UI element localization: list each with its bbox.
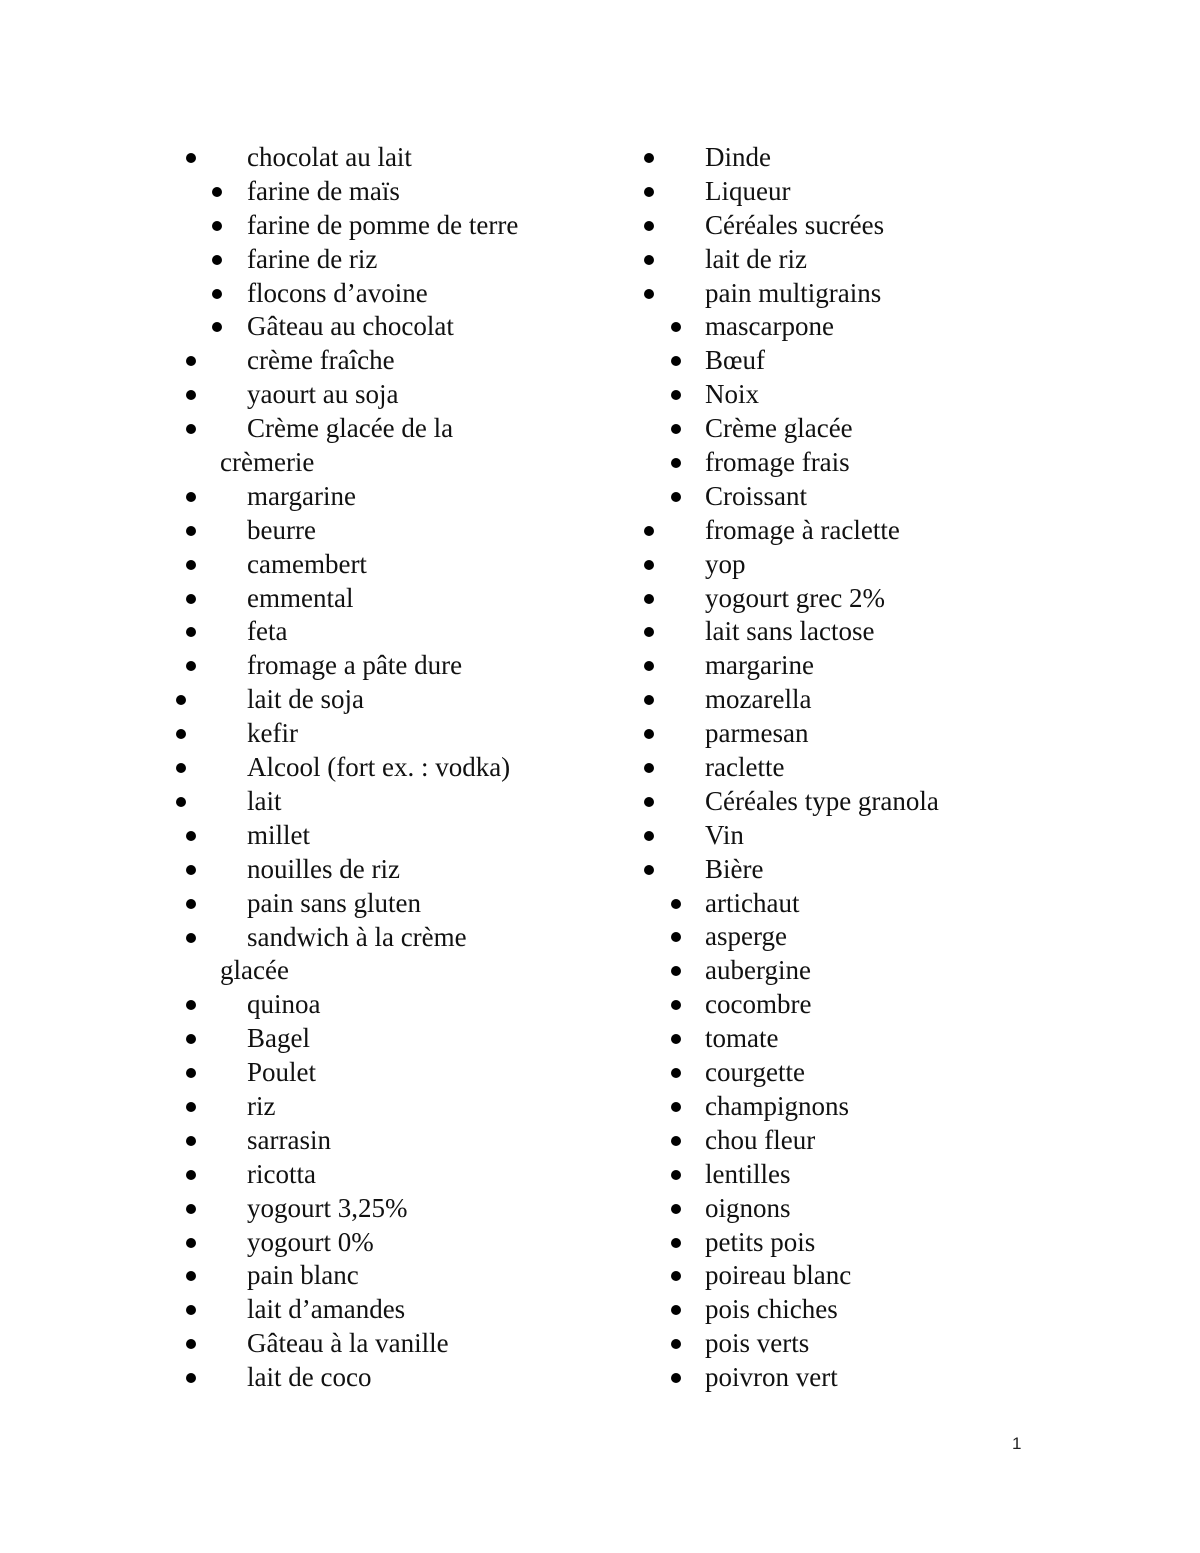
list-item-text: lait de soja xyxy=(247,684,364,715)
list-item-text: Noix xyxy=(705,379,759,410)
list-item xyxy=(0,548,600,582)
list-item xyxy=(600,1124,1200,1158)
list-item-text: raclette xyxy=(705,752,785,783)
list-item-text: lait de coco xyxy=(247,1362,372,1393)
list-item xyxy=(600,819,1200,853)
list-item xyxy=(600,1090,1200,1124)
list-item xyxy=(600,1361,1200,1395)
bullet-icon xyxy=(671,1226,681,1260)
list-item-text: Céréales type granola xyxy=(705,785,939,816)
list-item-text: fromage frais xyxy=(705,447,850,478)
bullet-icon xyxy=(671,887,681,921)
list-item-text: beurre xyxy=(247,514,316,545)
list-item xyxy=(600,1259,1200,1293)
list-item xyxy=(0,1327,600,1361)
list-item xyxy=(0,1361,600,1395)
list-item-text: riz xyxy=(247,1090,276,1121)
list-item xyxy=(600,1226,1200,1260)
bullet-icon xyxy=(671,1158,681,1192)
list-item-text: chocolat au lait xyxy=(247,142,412,172)
list-item xyxy=(0,480,600,514)
bullet-icon xyxy=(644,649,654,683)
list-item xyxy=(0,717,600,751)
list-item-text: Bœuf xyxy=(705,345,765,376)
bullet-icon xyxy=(186,1327,196,1361)
bullet-icon xyxy=(176,785,186,819)
list-item-text: lait d’amandes xyxy=(247,1294,406,1325)
bullet-icon xyxy=(212,277,222,311)
list-item xyxy=(0,1259,600,1293)
list-item-text: feta xyxy=(247,616,288,647)
bullet-icon xyxy=(671,480,681,514)
bullet-icon xyxy=(176,751,186,785)
list-item xyxy=(0,412,600,480)
list-item xyxy=(0,1226,600,1260)
bullet-icon xyxy=(644,243,654,277)
list-item-text: kefir xyxy=(247,718,298,749)
list-item xyxy=(600,480,1200,514)
list-item-text: Céréales sucrées xyxy=(705,209,885,240)
list-item-text: Gâteau à la vanille xyxy=(247,1328,449,1359)
right-column-list xyxy=(600,141,1200,1395)
list-item-text: mozarella xyxy=(705,684,812,715)
bullet-icon xyxy=(186,514,196,548)
list-item xyxy=(600,887,1200,921)
bullet-icon xyxy=(644,615,654,649)
bullet-icon xyxy=(644,751,654,785)
list-item xyxy=(600,277,1200,311)
list-item-text: lentilles xyxy=(705,1158,791,1189)
list-item-text: farine de riz xyxy=(247,243,378,274)
bullet-icon xyxy=(186,1192,196,1226)
list-item xyxy=(0,514,600,548)
list-item xyxy=(0,921,600,989)
list-item-text: Bière xyxy=(705,853,764,884)
list-item-text: pois chiches xyxy=(705,1294,838,1325)
bullet-icon xyxy=(644,853,654,887)
list-item xyxy=(600,1192,1200,1226)
bullet-icon xyxy=(186,1022,196,1056)
list-item-text: yogourt grec 2% xyxy=(705,582,885,613)
list-item-text: poivron vert xyxy=(705,1362,838,1393)
list-item-text: Crème glacée xyxy=(705,413,853,444)
bullet-icon xyxy=(644,683,654,717)
list-item xyxy=(0,310,600,344)
list-item-text: petits pois xyxy=(705,1226,816,1257)
list-item-text: quinoa xyxy=(247,989,321,1020)
list-item xyxy=(600,1056,1200,1090)
list-item-text: pain multigrains xyxy=(705,277,882,308)
bullet-icon xyxy=(671,1293,681,1327)
list-item xyxy=(0,819,600,853)
list-item xyxy=(0,344,600,378)
bullet-icon xyxy=(176,683,186,717)
list-item xyxy=(600,141,1200,175)
bullet-icon xyxy=(671,310,681,344)
list-item-text: asperge xyxy=(705,921,787,952)
list-item xyxy=(0,277,600,311)
list-item xyxy=(600,1293,1200,1327)
bullet-icon xyxy=(186,1090,196,1124)
bullet-icon xyxy=(671,1124,681,1158)
list-item xyxy=(0,1293,600,1327)
list-item xyxy=(600,853,1200,887)
bullet-icon xyxy=(186,887,196,921)
list-item-text: pain sans gluten xyxy=(247,887,421,918)
bullet-icon xyxy=(644,175,654,209)
bullet-icon xyxy=(671,1361,681,1395)
bullet-icon xyxy=(671,954,681,988)
list-item xyxy=(0,683,600,717)
list-item-text: margarine xyxy=(705,650,814,681)
bullet-icon xyxy=(671,1090,681,1124)
bullet-icon xyxy=(671,1056,681,1090)
bullet-icon xyxy=(644,209,654,243)
bullet-icon xyxy=(186,548,196,582)
list-item-text: pain blanc xyxy=(247,1260,359,1291)
list-item xyxy=(600,514,1200,548)
list-item-text: ricotta xyxy=(247,1158,316,1189)
list-item xyxy=(0,988,600,1022)
list-item-text: artichaut xyxy=(705,887,800,918)
list-item-text: sarrasin xyxy=(247,1124,331,1155)
list-item xyxy=(0,243,600,277)
list-item-text: lait sans lactose xyxy=(705,616,875,647)
list-item xyxy=(0,751,600,785)
list-item xyxy=(0,1124,600,1158)
bullet-icon xyxy=(186,1226,196,1260)
list-item xyxy=(0,785,600,819)
bullet-icon xyxy=(671,1327,681,1361)
list-item-text: Alcool (fort ex. : vodka) xyxy=(247,752,511,783)
list-item-text: chou fleur xyxy=(705,1124,816,1155)
list-item xyxy=(600,717,1200,751)
bullet-icon xyxy=(671,1259,681,1293)
bullet-icon xyxy=(212,310,222,344)
list-item-text: yogourt 3,25% xyxy=(247,1192,408,1223)
bullet-icon xyxy=(186,988,196,1022)
list-item-text: emmental xyxy=(247,582,354,613)
list-item-text: crème fraîche xyxy=(247,345,395,376)
bullet-icon xyxy=(186,1293,196,1327)
bullet-icon xyxy=(186,141,196,175)
list-item-text: Liqueur xyxy=(705,175,791,206)
bullet-icon xyxy=(212,209,222,243)
list-item xyxy=(0,649,600,683)
list-item xyxy=(600,988,1200,1022)
list-item-text: margarine xyxy=(247,480,356,511)
list-item-text: cocombre xyxy=(705,989,812,1020)
list-item xyxy=(0,582,600,616)
list-item xyxy=(600,649,1200,683)
list-item xyxy=(600,785,1200,819)
list-item-text: nouilles de riz xyxy=(247,853,400,884)
bullet-icon xyxy=(186,921,196,955)
list-item-text: parmesan xyxy=(705,718,809,749)
list-item-text: aubergine xyxy=(705,955,811,986)
list-item xyxy=(600,378,1200,412)
list-item-text: Poulet xyxy=(247,1057,317,1088)
list-item xyxy=(600,310,1200,344)
list-item xyxy=(0,1056,600,1090)
list-item xyxy=(600,412,1200,446)
list-item xyxy=(0,141,600,175)
list-item xyxy=(600,920,1200,954)
list-item-text: Vin xyxy=(705,819,744,850)
bullet-icon xyxy=(186,649,196,683)
list-item xyxy=(600,1158,1200,1192)
list-item-text: tomate xyxy=(705,1023,779,1054)
list-item xyxy=(600,1327,1200,1361)
bullet-icon xyxy=(176,717,186,751)
page-number: 1 xyxy=(1012,1434,1022,1453)
list-item xyxy=(600,209,1200,243)
bullet-icon xyxy=(671,344,681,378)
list-item xyxy=(0,175,600,209)
list-item-text: courgette xyxy=(705,1057,805,1088)
bullet-icon xyxy=(186,582,196,616)
list-item xyxy=(600,1022,1200,1056)
list-item-text: lait xyxy=(247,785,282,816)
list-item-text: yogourt 0% xyxy=(247,1226,374,1257)
bullet-icon xyxy=(671,988,681,1022)
list-item-text: yaourt au soja xyxy=(247,379,399,410)
bullet-icon xyxy=(186,1259,196,1293)
bullet-icon xyxy=(644,141,654,175)
list-item xyxy=(600,751,1200,785)
bullet-icon xyxy=(671,412,681,446)
list-item xyxy=(0,209,600,243)
list-item xyxy=(0,853,600,887)
list-item-text: flocons d’avoine xyxy=(247,277,428,308)
left-column-list xyxy=(0,141,600,1395)
list-item-text: Crème glacée de la crèmerie xyxy=(220,413,454,478)
list-item-text: sandwich à la crème glacée xyxy=(220,921,467,986)
bullet-icon xyxy=(186,615,196,649)
bullet-icon xyxy=(186,853,196,887)
list-item-text: fromage a pâte dure xyxy=(247,650,463,681)
bullet-icon xyxy=(212,175,222,209)
list-item-text: Croissant xyxy=(705,480,808,511)
bullet-icon xyxy=(212,243,222,277)
list-item xyxy=(600,243,1200,277)
list-item xyxy=(0,887,600,921)
list-item-text: farine de maïs xyxy=(247,175,400,206)
bullet-icon xyxy=(644,514,654,548)
bullet-icon xyxy=(186,1056,196,1090)
bullet-icon xyxy=(671,1192,681,1226)
list-item xyxy=(0,1158,600,1192)
list-item-text: Gâteau au chocolat xyxy=(247,311,454,342)
list-item xyxy=(600,615,1200,649)
bullet-icon xyxy=(644,548,654,582)
list-item xyxy=(0,1022,600,1056)
list-item xyxy=(600,683,1200,717)
list-item xyxy=(600,344,1200,378)
list-item-text: champignons xyxy=(705,1090,849,1121)
list-item-text: yop xyxy=(705,548,746,579)
list-item-text: pois verts xyxy=(705,1328,810,1359)
bullet-icon xyxy=(644,819,654,853)
bullet-icon xyxy=(186,819,196,853)
list-item-text: Bagel xyxy=(247,1023,310,1054)
list-item-text: oignons xyxy=(705,1192,791,1223)
list-item xyxy=(600,954,1200,988)
list-item-text: farine de pomme de terre xyxy=(247,209,519,240)
list-item-text: poireau blanc xyxy=(705,1260,852,1291)
list-item xyxy=(0,1192,600,1226)
bullet-icon xyxy=(644,717,654,751)
bullet-icon xyxy=(186,1124,196,1158)
list-item-text: fromage à raclette xyxy=(705,514,900,545)
bullet-icon xyxy=(671,378,681,412)
list-item xyxy=(600,582,1200,616)
bullet-icon xyxy=(671,920,681,954)
bullet-icon xyxy=(644,785,654,819)
bullet-icon xyxy=(644,277,654,311)
list-item xyxy=(0,615,600,649)
bullet-icon xyxy=(186,1361,196,1395)
bullet-icon xyxy=(186,378,196,412)
list-item-text: lait de riz xyxy=(705,243,807,274)
list-item-text: camembert xyxy=(247,548,367,579)
list-item xyxy=(0,378,600,412)
bullet-icon xyxy=(186,1158,196,1192)
list-item xyxy=(600,548,1200,582)
bullet-icon xyxy=(644,582,654,616)
bullet-icon xyxy=(671,1022,681,1056)
list-item xyxy=(600,446,1200,480)
list-item-text: millet xyxy=(247,819,310,850)
list-item xyxy=(600,175,1200,209)
bullet-icon xyxy=(671,446,681,480)
list-item xyxy=(0,1090,600,1124)
bullet-icon xyxy=(186,412,196,446)
list-item-text: mascarpone xyxy=(705,311,834,342)
list-item-text: Dinde xyxy=(705,142,771,172)
bullet-icon xyxy=(186,480,196,514)
bullet-icon xyxy=(186,344,196,378)
